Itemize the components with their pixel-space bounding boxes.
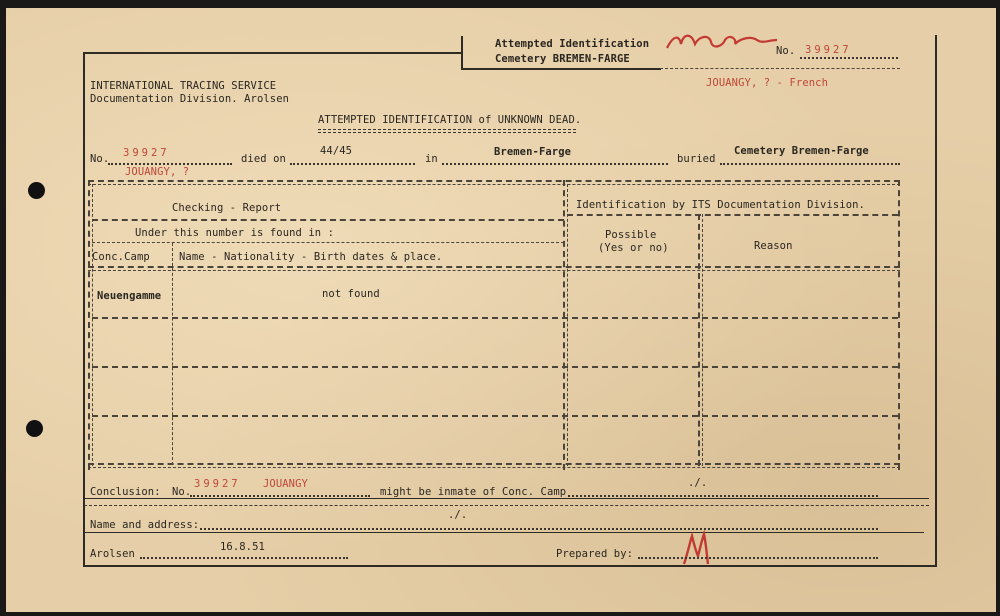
table-identification-heading: Identification by ITS Documentation Division.	[576, 199, 865, 211]
header-no-dots	[800, 57, 898, 59]
table-checking-report: Checking - Report	[172, 202, 282, 214]
table-bottom-2	[88, 467, 900, 468]
table-heading-rule	[92, 219, 564, 221]
record-in-label: in	[425, 153, 438, 165]
table-col-possible-1: Possible	[605, 229, 657, 241]
table-left	[88, 180, 90, 470]
table-row-details: not found	[322, 288, 380, 300]
table-divider-reason	[698, 214, 700, 466]
table-under-number: Under this number is found in :	[135, 227, 335, 239]
name-address-rule	[84, 532, 924, 533]
header-box-left	[461, 36, 463, 70]
frame-bottom	[83, 565, 937, 567]
conclusion-no-dots	[190, 495, 370, 497]
handwritten-none-note	[665, 26, 785, 56]
frame-left	[83, 52, 85, 567]
form-title: ATTEMPTED IDENTIFICATION of UNKNOWN DEAD.	[318, 114, 582, 126]
header-box-bottom	[461, 68, 661, 70]
table-heading-rule-right	[567, 214, 898, 216]
subject-annotation: JOUANGY, ? - French	[706, 77, 829, 89]
table-col-name: Name - Nationality - Birth dates & place.	[179, 251, 443, 263]
frame-top	[83, 52, 463, 54]
conclusion-no-value: 39927	[194, 478, 241, 490]
table-row-rule-1	[92, 317, 898, 319]
footer-prepared-dots	[638, 557, 878, 559]
name-address-label: Name and address:	[90, 519, 200, 531]
record-in-dots	[442, 163, 668, 165]
record-in-value: Bremen-Farge	[494, 146, 572, 158]
record-name-value: JOUANGY, ?	[125, 166, 190, 178]
table-col-camp: Conc.Camp	[92, 251, 150, 263]
record-buried-label: buried	[677, 153, 716, 165]
punch-hole-bottom	[26, 420, 43, 437]
table-col-possible-2: (Yes or no)	[598, 242, 669, 254]
table-left-2	[92, 184, 93, 466]
record-died-value: 44/45	[320, 145, 353, 157]
punch-hole-top	[28, 182, 45, 199]
conclusion-rule-2	[84, 505, 929, 506]
footer-date: 16.8.51	[220, 541, 265, 553]
header-line-2: Cemetery BREMEN-FARGE	[495, 53, 630, 65]
conclusion-inmate-value: ./.	[688, 477, 708, 489]
name-address-value: ./.	[448, 509, 468, 521]
footer-prepared-label: Prepared by:	[556, 548, 634, 560]
conclusion-label: Conclusion:	[90, 486, 161, 498]
org-line-2: Documentation Division. Arolsen	[90, 93, 290, 105]
record-buried-dots	[720, 163, 900, 165]
org-line-1: INTERNATIONAL TRACING SERVICE	[90, 80, 277, 92]
record-no-dots	[108, 163, 232, 165]
record-died-label: died on	[241, 153, 286, 165]
record-buried-value: Cemetery Bremen-Farge	[734, 145, 869, 157]
header-no-label: No.	[776, 45, 796, 57]
conclusion-inmate-label: might be inmate of Conc. Camp	[380, 486, 567, 498]
conclusion-rule	[84, 498, 929, 499]
name-address-dots	[200, 528, 878, 530]
table-right	[898, 180, 900, 470]
title-underline-1	[318, 129, 576, 130]
table-header-bottom-2	[88, 270, 900, 271]
record-no-label: No.	[90, 153, 110, 165]
table-divider-camp	[172, 243, 173, 465]
conclusion-no-label: No.	[172, 486, 192, 498]
record-died-dots	[290, 163, 415, 165]
conclusion-name-value: JOUANGY	[263, 478, 308, 490]
frame-right	[935, 35, 937, 566]
footer-date-dots	[140, 557, 348, 559]
footer-place: Arolsen	[90, 548, 135, 560]
conclusion-inmate-dots	[568, 495, 878, 497]
table-divider-main-2	[567, 184, 568, 466]
table-row-rule-3	[92, 415, 898, 417]
table-bottom	[88, 463, 900, 465]
table-row-camp: Neuengamme	[97, 290, 162, 302]
table-subheading-rule	[92, 242, 564, 243]
header-no-value: 39927	[805, 44, 852, 56]
table-row-rule-2	[92, 366, 898, 368]
record-no-value: 39927	[123, 147, 170, 159]
table-divider-reason-2	[702, 214, 703, 466]
header-line-1: Attempted Identification	[495, 38, 650, 50]
table-col-reason: Reason	[754, 240, 793, 252]
table-top-2	[88, 184, 900, 185]
table-header-bottom	[88, 266, 900, 268]
title-underline-2	[318, 132, 576, 133]
table-divider-main	[563, 180, 565, 470]
header-dashed-rule	[660, 68, 900, 69]
signature-initial	[680, 530, 720, 568]
table-top	[88, 180, 900, 182]
